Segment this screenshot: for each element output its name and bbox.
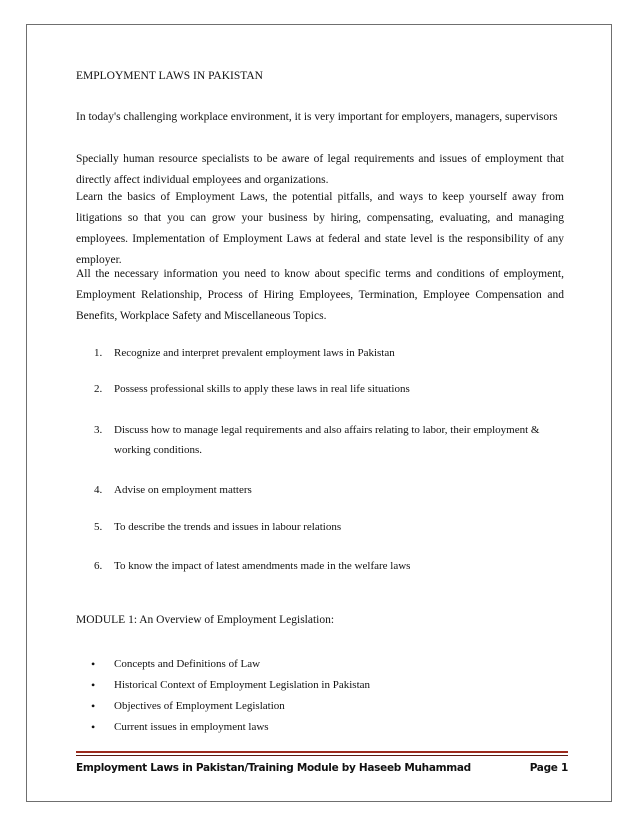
bullet-icon: •	[91, 720, 96, 734]
footer-rule-thin	[76, 755, 568, 756]
module-heading: MODULE 1: An Overview of Employment Legislation:	[76, 614, 335, 626]
module-topic-text: Concepts and Definitions of Law	[114, 658, 261, 670]
objective-number: 4.	[94, 484, 103, 496]
module-topic-text: Historical Context of Employment Legislation in Pakistan	[114, 679, 371, 691]
objective-text: To describe the trends and issues in labour relations	[114, 521, 342, 533]
objective-text: Recognize and interpret prevalent employment laws in Pakistan	[114, 347, 395, 359]
objective-number: 1.	[94, 347, 103, 359]
hr-paragraph: Specially human resource specialists to be aware of legal requirements and issues of employment that directly affect individual employees and organizations.	[76, 153, 564, 186]
module-topic-text: Objectives of Employment Legislation	[114, 700, 285, 712]
objective-number: 6.	[94, 560, 103, 572]
page-footer	[76, 762, 568, 774]
objective-text: To know the impact of latest amendments made in the welfare laws	[114, 560, 411, 572]
objective-number: 5.	[94, 521, 103, 533]
footer-title: Employment Laws in Pakistan/Training Module by Haseeb Muhammad	[76, 762, 471, 774]
bullet-icon: •	[91, 699, 96, 713]
footer-rule	[76, 751, 568, 753]
objective-number: 3.	[94, 424, 103, 436]
bullet-icon: •	[91, 678, 96, 692]
page-number: Page 1	[529, 762, 568, 774]
document-title: EMPLOYMENT LAWS IN PAKISTAN	[76, 70, 263, 82]
basics-paragraph: Learn the basics of Employment Laws, the potential pitfalls, and ways to keep yourself away from litigations so that you can grow your business by hiring, compensating, evaluating, and managing employees. Implementation of Employment Laws at federal and state level is the responsibility of any employer.	[76, 191, 564, 266]
information-paragraph: All the necessary information you need to know about specific terms and conditions of employment, Employment Relationship, Process of Hiring Employees, Termination, Employee Compensation and Benefits, Workplace Safety and Miscellaneous Topics.	[76, 268, 564, 322]
objective-number: 2.	[94, 383, 103, 395]
objective-text: Advise on employment matters	[114, 484, 252, 496]
objective-text: Possess professional skills to apply these laws in real life situations	[114, 383, 410, 395]
objective-text: Discuss how to manage legal requirements and also affairs relating to labor, their employment & working conditions.	[114, 424, 540, 456]
module-topic-text: Current issues in employment laws	[114, 721, 269, 733]
bullet-icon: •	[91, 657, 96, 671]
intro-paragraph: In today's challenging workplace environment, it is very important for employers, managers, supervisors	[76, 111, 558, 123]
